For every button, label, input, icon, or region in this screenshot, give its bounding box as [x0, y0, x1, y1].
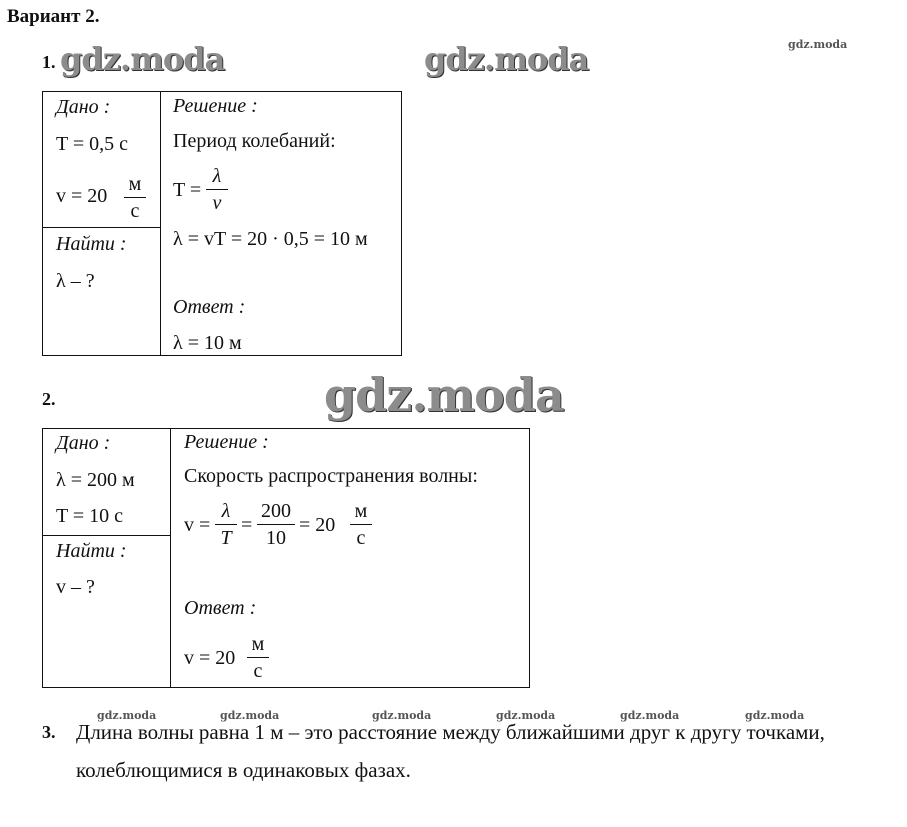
- watermark-small: gdz.moda: [496, 709, 556, 722]
- problem2-formula-fraction: [215, 500, 237, 549]
- fraction-bar: [215, 524, 237, 525]
- problem1-formula-lhs: T =: [173, 179, 202, 201]
- fraction-denominator: T: [220, 527, 232, 549]
- problem2-answer-label: Ответ :: [184, 597, 257, 619]
- fraction-denominator: с: [253, 660, 263, 682]
- fraction-denominator: с: [356, 527, 366, 549]
- problem1-number: 1.: [42, 52, 56, 72]
- problem3-answer: [76, 713, 904, 789]
- problem1-given-period: T = 0,5 с: [56, 133, 129, 155]
- problem2-result-unit: [350, 500, 372, 549]
- fraction-denominator: v: [212, 192, 222, 214]
- watermark-big: gdz.moda: [60, 40, 225, 78]
- watermark-big: gdz.moda: [324, 368, 564, 422]
- watermark-small: gdz.moda: [788, 38, 848, 51]
- fraction-bar: [247, 657, 269, 658]
- problem2-answer-unit: [247, 633, 269, 682]
- problem2-divider: [170, 428, 171, 687]
- fraction-numerator: м: [128, 173, 142, 195]
- problem1-solution-label: Решение :: [173, 95, 258, 117]
- problem1-solution-text: Период колебаний:: [173, 130, 336, 152]
- watermark-small: gdz.moda: [620, 709, 680, 722]
- problem2-answer: v = 20: [184, 647, 236, 669]
- problem1-answer: λ = 10 м: [173, 332, 242, 354]
- problem3-number: 3.: [42, 722, 56, 742]
- problem1-given-label: Дано :: [56, 96, 111, 118]
- problem3-line1: Длина волны равна 1 м – это расстояние между ближайшими друг к другу точками,: [76, 720, 825, 744]
- watermark-small: gdz.moda: [220, 709, 280, 722]
- problem1-speed-unit: [124, 173, 146, 222]
- fraction-bar: [350, 524, 372, 525]
- problem1-find-value: λ – ?: [56, 270, 95, 292]
- watermark-small: gdz.moda: [97, 709, 157, 722]
- watermark-small: gdz.moda: [745, 709, 805, 722]
- fraction-numerator: 200: [261, 500, 291, 522]
- fraction-bar: [257, 524, 295, 525]
- watermark-big: gdz.moda: [424, 40, 589, 78]
- watermark-small: gdz.moda: [372, 709, 432, 722]
- fraction-bar: [124, 197, 146, 198]
- page-title: Вариант 2.: [7, 6, 100, 27]
- problem2-given-period: T = 10 с: [56, 505, 124, 527]
- problem2-solution-text: Скорость распространения волны:: [184, 465, 478, 487]
- problem2-solution-label: Решение :: [184, 431, 269, 453]
- problem2-numeric-fraction: [257, 500, 295, 549]
- problem2-given-wavelength: λ = 200 м: [56, 469, 135, 491]
- problem1-answer-label: Ответ :: [173, 296, 246, 318]
- fraction-bar: [206, 189, 228, 190]
- fraction-numerator: м: [354, 500, 368, 522]
- problem1-calculation: λ = vT = 20 · 0,5 = 10 м: [173, 228, 368, 250]
- fraction-denominator: с: [130, 200, 140, 222]
- problem1-formula-fraction: [206, 165, 228, 214]
- problem2-given-label: Дано :: [56, 432, 111, 454]
- problem2-find-value: v – ?: [56, 576, 95, 598]
- problem2-formula-lhs: v =: [184, 514, 211, 536]
- problem3-line2: колеблющимися в одинаковых фазах.: [76, 758, 411, 782]
- fraction-numerator: λ: [212, 165, 222, 187]
- problem2-number: 2.: [42, 389, 56, 409]
- problem1-given-speed: v = 20: [56, 185, 108, 207]
- fraction-numerator: λ: [221, 500, 231, 522]
- problem1-given-divider: [42, 227, 160, 228]
- problem2-result: = 20: [299, 514, 336, 536]
- fraction-numerator: м: [251, 633, 265, 655]
- fraction-denominator: 10: [266, 527, 286, 549]
- problem2-find-label: Найти :: [56, 540, 127, 562]
- problem2-given-divider: [42, 535, 170, 536]
- problem1-find-label: Найти :: [56, 233, 127, 255]
- problem1-divider: [160, 91, 161, 355]
- problem2-equals: =: [241, 514, 253, 536]
